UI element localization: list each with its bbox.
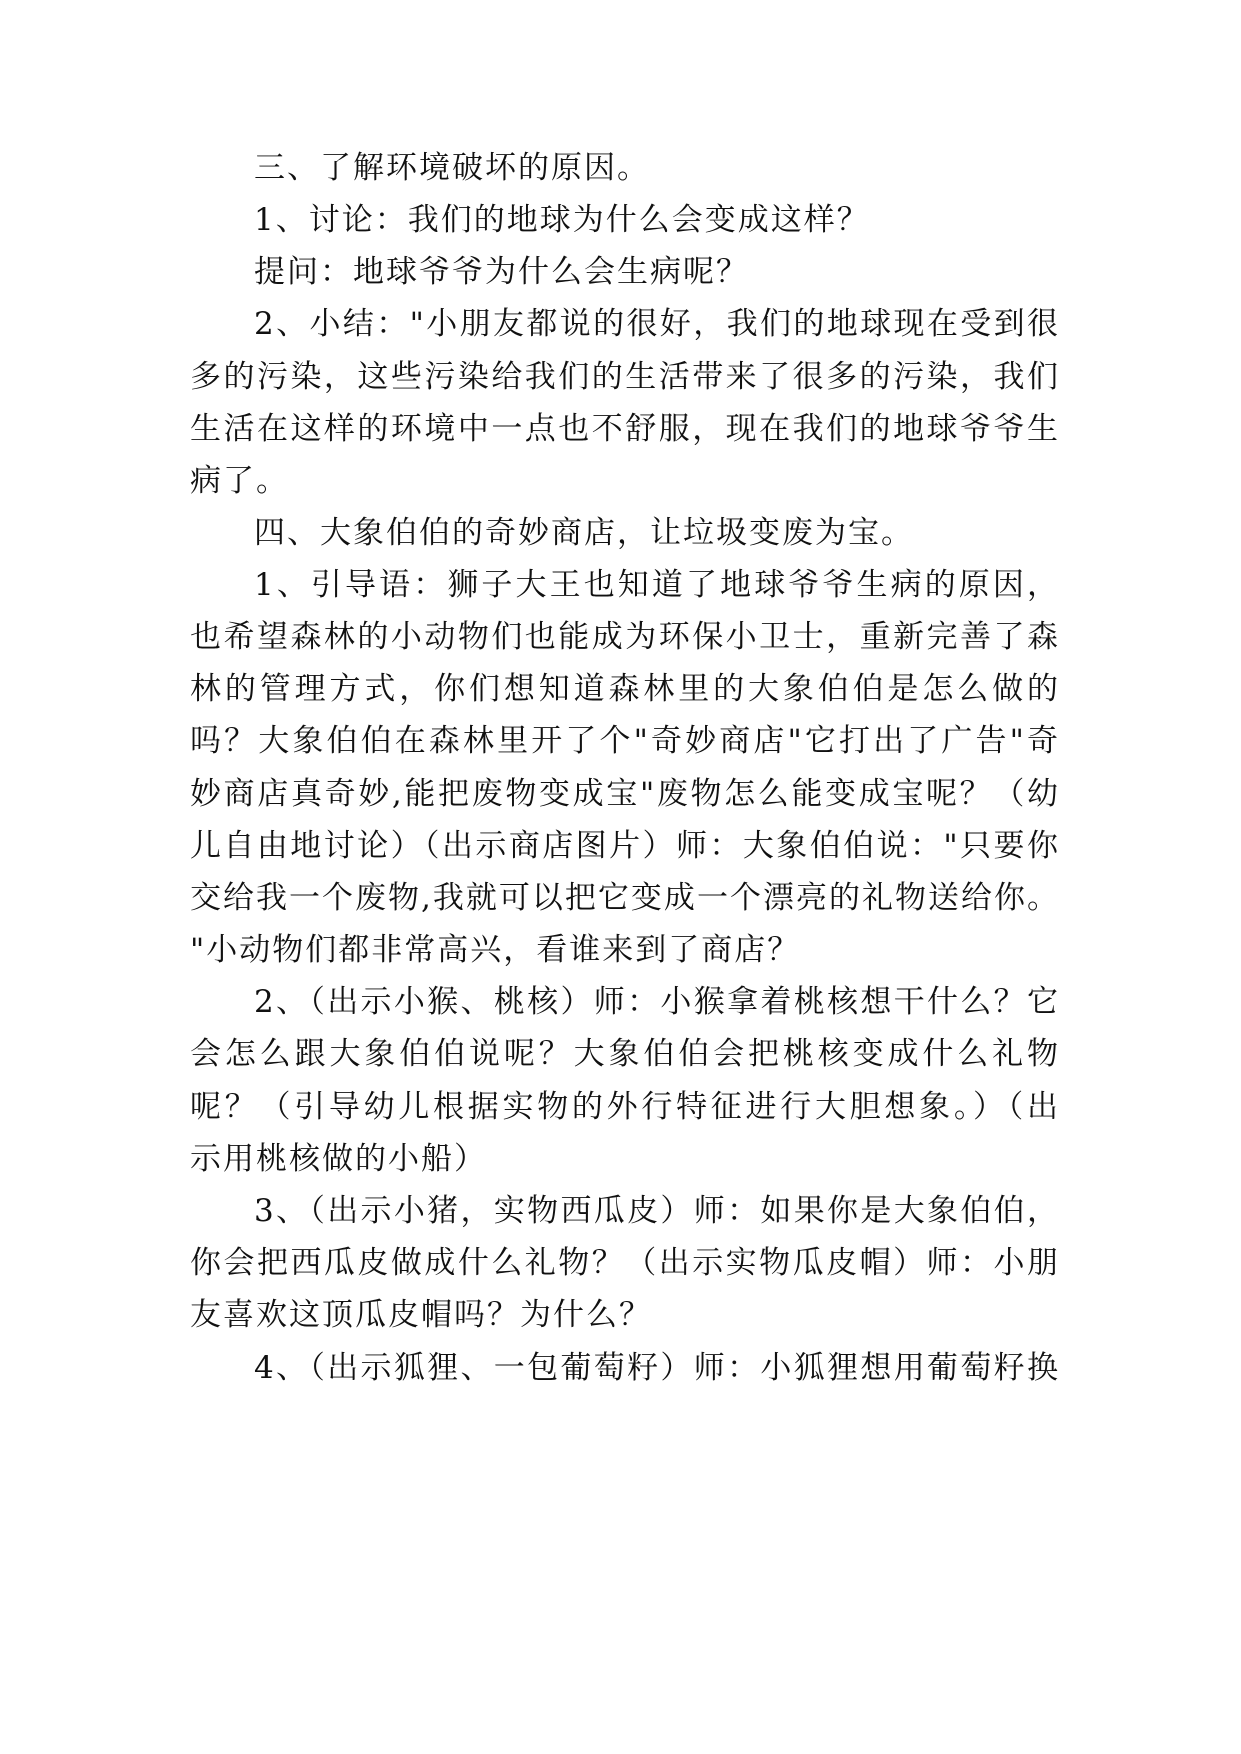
text-line: "小动物们都非常高兴，看谁来到了商店？ (190, 932, 801, 968)
text-line: 呢？（引导幼儿根据实物的外行特征进行大胆想象。）（出 (190, 1089, 1060, 1125)
text-line: 4、（出示狐狸、一包葡萄籽）师：小狐狸想用葡萄籽换 (254, 1350, 1060, 1386)
text-line: 妙商店真奇妙,能把废物变成宝"废物怎么能变成宝呢？（幼 (190, 776, 1060, 812)
text-line: 多的污染，这些污染给我们的生活带来了很多的污染，我们 (190, 359, 1060, 395)
text-line: 2、（出示小猴、桃核）师：小猴拿着桃核想干什么？它 (254, 984, 1060, 1020)
text-line: 吗？大象伯伯在森林里开了个"奇妙商店"它打出了广告"奇 (190, 723, 1060, 759)
text-line: 儿自由地讨论）（出示商店图片）师：大象伯伯说："只要你 (190, 828, 1060, 864)
text-line: 示用桃核做的小船） (190, 1141, 487, 1177)
text-line: 会怎么跟大象伯伯说呢？大象伯伯会把桃核变成什么礼物 (190, 1036, 1060, 1072)
text-line: 提问：地球爷爷为什么会生病呢？ (254, 254, 749, 290)
text-line: 交给我一个废物,我就可以把它变成一个漂亮的礼物送给你。 (190, 880, 1060, 916)
text-line: 友喜欢这顶瓜皮帽吗？为什么？ (190, 1297, 652, 1333)
text-line: 3、（出示小猪，实物西瓜皮）师：如果你是大象伯伯， (254, 1193, 1060, 1229)
text-line: 你会把西瓜皮做成什么礼物？（出示实物瓜皮帽）师：小朋 (190, 1245, 1060, 1281)
heading-section-4: 四、大象伯伯的奇妙商店，让垃圾变废为宝。 (254, 515, 914, 551)
text-line: 病了。 (190, 463, 289, 499)
text-line: 生活在这样的环境中一点也不舒服，现在我们的地球爷爷生 (190, 411, 1060, 447)
text-line: 1、引导语：狮子大王也知道了地球爷爷生病的原因， (254, 567, 1060, 603)
text-line: 1、讨论：我们的地球为什么会变成这样？ (254, 202, 870, 238)
text-line: 林的管理方式，你们想知道森林里的大象伯伯是怎么做的 (190, 671, 1060, 707)
heading-section-3: 三、了解环境破坏的原因。 (254, 150, 650, 186)
text-line: 也希望森林的小动物们也能成为环保小卫士，重新完善了森 (190, 619, 1060, 655)
text-line: 2、小结："小朋友都说的很好，我们的地球现在受到很 (254, 306, 1060, 342)
